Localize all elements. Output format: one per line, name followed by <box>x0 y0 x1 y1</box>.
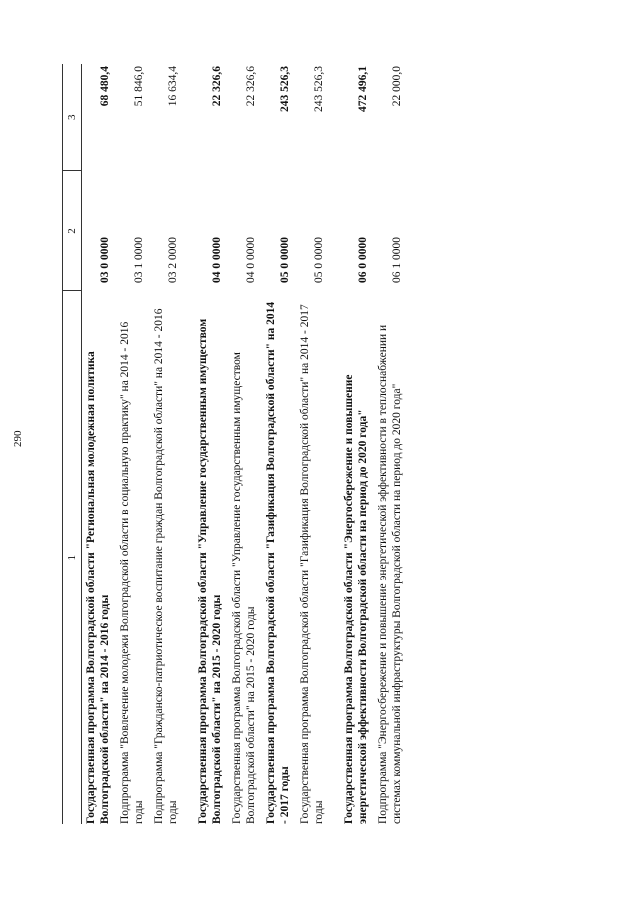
table-row <box>374 64 408 824</box>
table-row <box>262 64 296 824</box>
program-amount: 16 634,4 <box>167 66 179 107</box>
program-code: 06 1 0000 <box>391 237 403 283</box>
program-code: 03 2 0000 <box>167 237 179 283</box>
program-amount: 243 526,3 <box>313 66 325 112</box>
budget-table <box>62 64 408 824</box>
program-name: Государственная программа Волгоградской области "Региональная молодежная политика Волгоградской области" на 2014 - 2016 годы <box>85 351 111 824</box>
program-name: Государственная программа Волгоградской области "Газификация Волгоградской области" на 2014 - 2017 годы <box>299 304 325 824</box>
table-row <box>296 64 330 824</box>
program-amount: 51 846,0 <box>133 66 145 107</box>
program-code: 04 0 0000 <box>245 237 257 283</box>
program-code: 03 1 0000 <box>133 237 145 283</box>
page-number: 290 <box>12 430 24 447</box>
program-code: 06 0 0000 <box>357 237 369 283</box>
program-code: 05 0 0000 <box>313 237 325 283</box>
table-row <box>184 64 228 824</box>
program-amount: 22 326,6 <box>245 66 257 107</box>
program-amount: 22 326,6 <box>211 66 223 107</box>
program-name: Подпрограмма "Вовлечение молодежи Волгоградской области в социальную практику" на 2014 - 2016 годы <box>119 321 145 824</box>
program-name: Государственная программа Волгоградской области "Газификация Волгоградской области" на 2014 - 2017 годы <box>265 301 291 824</box>
program-name: Государственная программа Волгоградской области "Энергосбережение и повышение энергетической эффективности Волгоградской области на период до 2020 года" <box>343 374 369 824</box>
table-row <box>82 64 117 824</box>
program-name: Подпрограмма "Энергосбережение и повышение энергетической эффективности в теплоснабжении и системах коммунальной инфраструктуры Волгоградской области на период до 2020 года" <box>377 324 403 824</box>
budget-table-rotated <box>62 64 592 824</box>
header-col-3: 3 <box>63 64 82 171</box>
program-code: 04 0 0000 <box>211 237 223 283</box>
program-code: 03 0 0000 <box>99 237 111 283</box>
table-row <box>116 64 150 824</box>
header-col-1: 1 <box>63 291 82 824</box>
table-row <box>228 64 262 824</box>
program-amount: 472 496,1 <box>357 66 369 112</box>
program-amount: 68 480,4 <box>99 66 111 107</box>
program-name: Государственная программа Волгоградской области "Управление государственным имуществом Волгоградской области" на 2015 - 2020 годы <box>197 318 223 824</box>
table-row <box>330 64 374 824</box>
program-name: Государственная программа Волгоградской области "Управление государственным имуществом Волгоградской области" на 2015 - 2020 годы <box>231 352 257 824</box>
program-code: 05 0 0000 <box>279 237 291 283</box>
program-amount: 22 000,0 <box>391 66 403 107</box>
header-row <box>63 64 82 824</box>
program-name: Подпрограмма "Гражданско-патриотическое воспитание граждан Волгоградской области" на 2014 - 2016 годы <box>153 308 179 824</box>
table-row <box>150 64 184 824</box>
program-amount: 243 526,3 <box>279 66 291 112</box>
header-col-2: 2 <box>63 171 82 291</box>
